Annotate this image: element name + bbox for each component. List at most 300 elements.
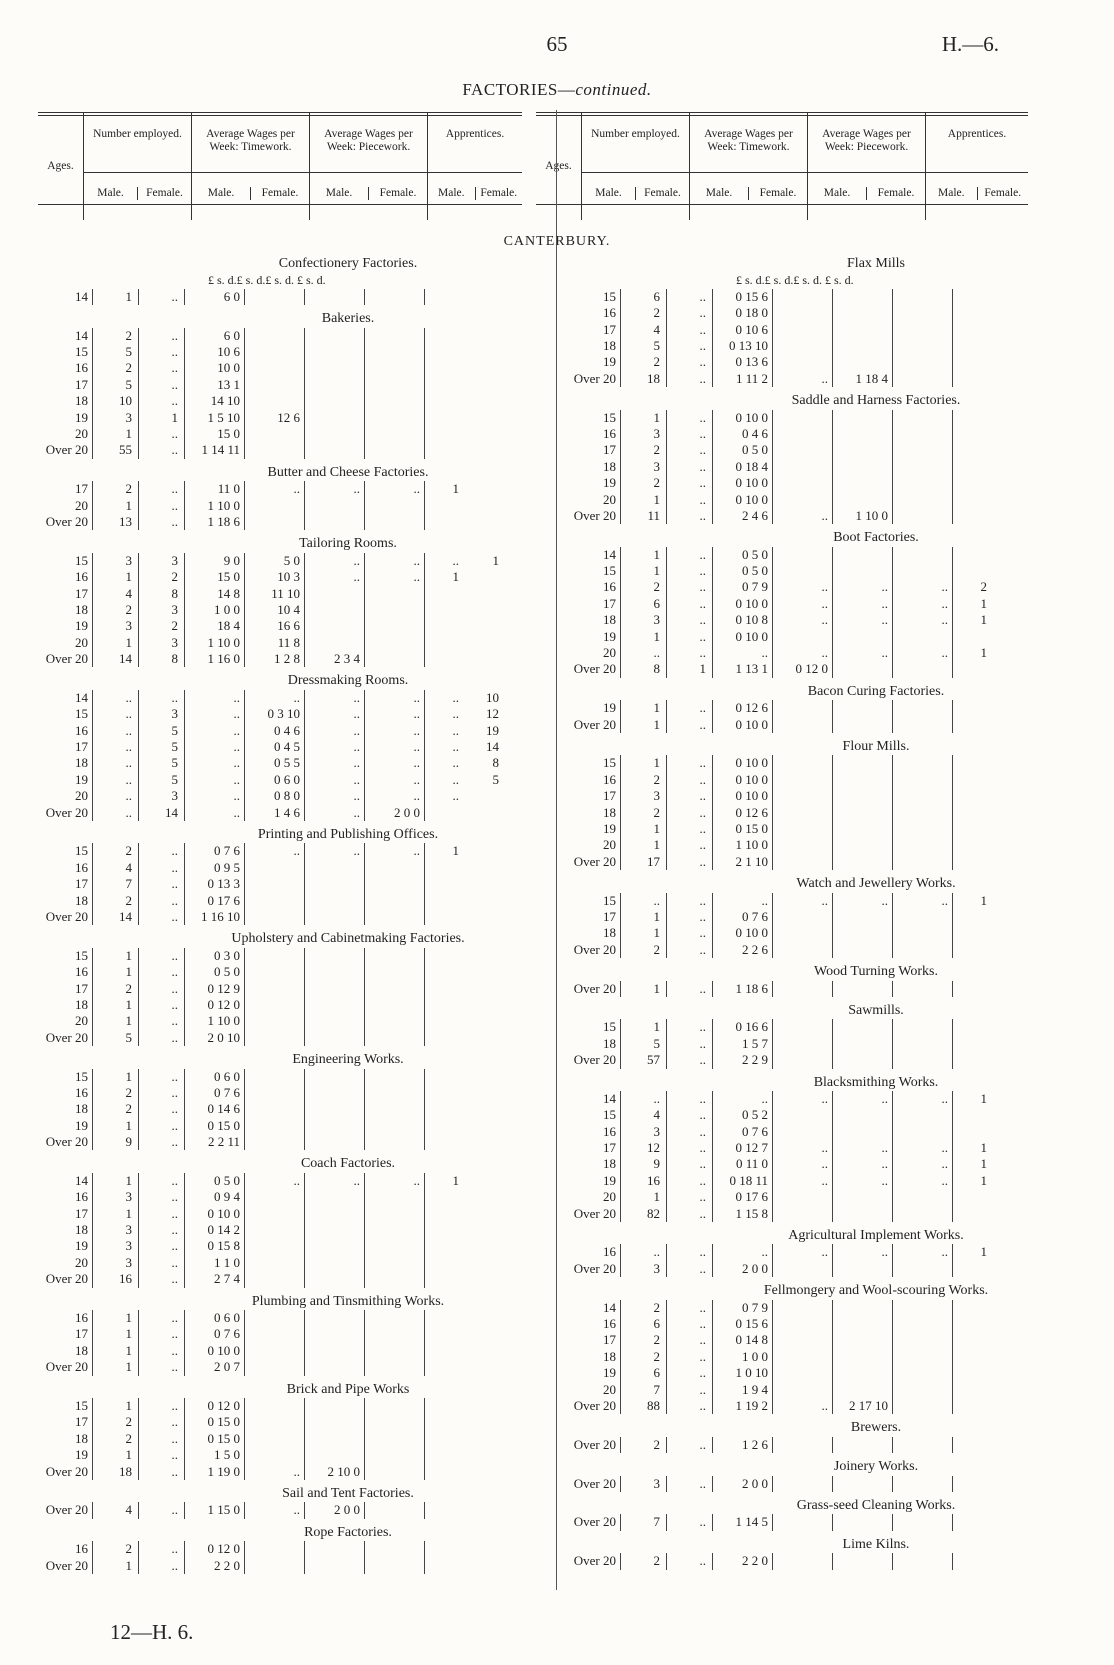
table-cell: 1 [621, 629, 667, 645]
table-cell [993, 508, 1033, 524]
table-cell: 17 [28, 1326, 93, 1342]
table-cell [993, 1244, 1033, 1260]
table-cell: 0 6 0 [185, 1310, 245, 1326]
table-cell [305, 328, 365, 344]
table-row [28, 393, 518, 409]
table-cell [245, 1326, 305, 1342]
table-cell [833, 1124, 893, 1140]
table-cell [833, 563, 893, 579]
table-cell [465, 1013, 505, 1029]
table-cell: .. [365, 1173, 425, 1189]
page-reference: H.—6. [941, 32, 999, 56]
table-cell: 16 [28, 860, 93, 876]
table-cell [245, 1310, 305, 1326]
table-cell: 18 [556, 1349, 621, 1365]
table-cell [245, 377, 305, 393]
table-cell [773, 755, 833, 771]
table-cell [465, 586, 505, 602]
table-cell: 1 18 6 [713, 981, 773, 997]
page-number: 65 [546, 32, 568, 56]
table-cell: .. [139, 1343, 185, 1359]
table-cell [245, 1558, 305, 1574]
table-cell: .. [833, 1140, 893, 1156]
table-cell: .. [667, 755, 713, 771]
table-row [28, 690, 518, 706]
table-cell [365, 1464, 425, 1480]
table-cell: 1 [621, 492, 667, 508]
table-cell: 1 [93, 964, 139, 980]
table-cell: 15 [28, 948, 93, 964]
table-cell: .. [773, 1173, 833, 1189]
industry-title: Brewers. [850, 1420, 902, 1436]
table-cell [833, 1036, 893, 1052]
table-cell [465, 876, 505, 892]
table-cell: 1 [93, 1558, 139, 1574]
table-cell [245, 1101, 305, 1117]
table-cell [993, 1382, 1033, 1398]
table-cell: 14 [486, 739, 499, 755]
table-cell [833, 1382, 893, 1398]
table-cell [465, 788, 505, 804]
table-row [556, 788, 1046, 804]
table-cell [993, 1206, 1033, 1222]
table-cell [245, 1431, 305, 1447]
table-cell: 2 0 0 [713, 1261, 773, 1277]
table-cell [365, 1238, 425, 1254]
table-cell: .. [893, 596, 953, 612]
table-cell: .. [305, 739, 365, 755]
currency-units: £ s. d.£ s. d.£ s. d. £ s. d. [736, 273, 854, 288]
table-cell [465, 1502, 505, 1518]
table-cell: 1 [93, 948, 139, 964]
table-cell: 19 [28, 410, 93, 426]
table-cell: 10 3 [245, 569, 305, 585]
table-cell [465, 514, 505, 530]
table-cell [465, 1118, 505, 1134]
table-cell: 2 2 0 [713, 1553, 773, 1569]
table-cell [245, 1447, 305, 1463]
table-cell [773, 1332, 833, 1348]
table-cell [245, 1271, 305, 1287]
table-cell [893, 788, 953, 804]
table-cell [953, 289, 993, 305]
table-cell [993, 661, 1033, 677]
table-cell: 1 [980, 1172, 987, 1188]
table-cell [365, 1310, 425, 1326]
table-cell: 0 13 10 [713, 338, 773, 354]
table-cell: .. [667, 289, 713, 305]
table-cell: 2 2 6 [713, 942, 773, 958]
table-cell: 1 11 2 [713, 371, 773, 387]
industry-title: Flour Mills. [842, 739, 910, 755]
table-cell: 0 15 0 [185, 1414, 245, 1430]
table-row [556, 1019, 1046, 1035]
table-cell: 10 4 [245, 602, 305, 618]
table-row [28, 1206, 518, 1222]
table-cell: 5 0 [245, 553, 305, 569]
table-cell [365, 360, 425, 376]
table-cell: 1 [93, 1326, 139, 1342]
table-cell: .. [667, 1107, 713, 1123]
table-cell [465, 1255, 505, 1271]
table-cell: 1 [139, 410, 185, 426]
table-cell [773, 1107, 833, 1123]
table-cell: 0 16 6 [713, 1019, 773, 1035]
table-cell: 0 7 6 [185, 1326, 245, 1342]
table-cell: 7 [621, 1382, 667, 1398]
table-cell [465, 843, 505, 859]
table-cell [993, 717, 1033, 733]
table-cell [465, 442, 505, 458]
table-cell: 18 [28, 1222, 93, 1238]
table-cell: 1 18 4 [833, 371, 893, 387]
table-cell: 17 [28, 876, 93, 892]
table-cell [245, 1222, 305, 1238]
table-cell [993, 1189, 1033, 1205]
table-cell [993, 1107, 1033, 1123]
table-cell: .. [139, 909, 185, 925]
table-cell [893, 338, 953, 354]
table-row [556, 1332, 1046, 1348]
industry-section [28, 1382, 518, 1480]
industry-section [556, 1075, 1046, 1223]
table-cell: 15 [556, 1019, 621, 1035]
table-cell [773, 1476, 833, 1492]
table-cell [893, 442, 953, 458]
industry-title: Blacksmithing Works. [813, 1074, 939, 1090]
industry-section [28, 1294, 518, 1376]
table-row [28, 442, 518, 458]
table-cell [773, 459, 833, 475]
industry-section [556, 256, 1046, 387]
table-cell [245, 1541, 305, 1557]
table-cell [365, 1118, 425, 1134]
table-cell: 14 [93, 651, 139, 667]
table-cell: 7 [93, 876, 139, 892]
table-cell: .. [139, 1238, 185, 1254]
table-row [28, 635, 518, 651]
table-cell [425, 1255, 465, 1271]
table-cell: 0 10 0 [713, 717, 773, 733]
table-cell [993, 1476, 1033, 1492]
table-row [556, 289, 1046, 305]
table-cell: Over 20 [28, 514, 93, 530]
industry-title: Grass-seed Cleaning Works. [796, 1497, 956, 1513]
table-cell: 17 [556, 1140, 621, 1156]
table-cell: 0 15 0 [185, 1118, 245, 1134]
table-cell [833, 1261, 893, 1277]
table-cell [993, 459, 1033, 475]
table-cell [365, 602, 425, 618]
table-cell [833, 492, 893, 508]
table-cell: 2 [621, 1332, 667, 1348]
table-cell: 16 [28, 723, 93, 739]
table-cell: 19 [556, 1173, 621, 1189]
table-cell: 5 [139, 755, 185, 771]
table-cell: 2 2 9 [713, 1052, 773, 1068]
table-cell [953, 475, 993, 491]
table-cell [465, 805, 505, 821]
table-cell [833, 629, 893, 645]
table-row [556, 854, 1046, 870]
table-cell [833, 442, 893, 458]
table-cell: .. [667, 1189, 713, 1205]
table-row [556, 1382, 1046, 1398]
table-cell: 2 0 7 [185, 1359, 245, 1375]
table-cell: .. [139, 360, 185, 376]
table-cell [365, 514, 425, 530]
table-cell [993, 371, 1033, 387]
table-cell: 2 [93, 602, 139, 618]
table-cell: 7 [621, 1514, 667, 1530]
table-row [28, 1222, 518, 1238]
table-row [28, 289, 518, 305]
table-cell [305, 1447, 365, 1463]
table-cell [773, 772, 833, 788]
table-row [28, 618, 518, 634]
table-cell [893, 837, 953, 853]
table-cell [245, 876, 305, 892]
table-cell: 20 [556, 645, 621, 661]
right-column [556, 256, 1046, 1576]
table-cell [953, 354, 993, 370]
table-cell: 20 [28, 788, 93, 804]
table-cell [773, 338, 833, 354]
table-cell [833, 289, 893, 305]
table-cell: 1 [93, 1447, 139, 1463]
table-cell: 20 [556, 1382, 621, 1398]
table-cell [245, 442, 305, 458]
table-cell: .. [93, 805, 139, 821]
table-cell [245, 1238, 305, 1254]
table-cell [833, 854, 893, 870]
table-cell [245, 1030, 305, 1046]
table-cell: 1 [621, 717, 667, 733]
table-cell [305, 1541, 365, 1557]
table-cell [365, 1013, 425, 1029]
table-row [556, 1316, 1046, 1332]
table-cell: 0 12 0 [185, 997, 245, 1013]
table-row [556, 1091, 1046, 1107]
table-cell: 2 [621, 1349, 667, 1365]
table-cell: .. [667, 338, 713, 354]
table-cell [773, 305, 833, 321]
table-cell [773, 442, 833, 458]
table-row [28, 586, 518, 602]
industry-section [556, 739, 1046, 870]
table-cell [465, 289, 505, 305]
table-cell: .. [667, 1332, 713, 1348]
table-cell: 19 [486, 722, 499, 738]
table-cell [305, 981, 365, 997]
table-cell: .. [365, 690, 425, 706]
header-number-employed: Number employed. Male. Female. [84, 112, 192, 220]
table-cell [425, 1101, 465, 1117]
table-cell [425, 1310, 465, 1326]
table-cell [365, 981, 425, 997]
table-cell: 10 [93, 393, 139, 409]
table-cell [953, 508, 993, 524]
table-cell: 2 [93, 1541, 139, 1557]
table-row [28, 1502, 518, 1518]
table-cell: 0 14 6 [185, 1101, 245, 1117]
header-avg-timework-right: Average Wages per Week: Timework. Male. Female. [690, 112, 808, 220]
table-cell [833, 1019, 893, 1035]
table-cell: .. [139, 1101, 185, 1117]
table-row [556, 837, 1046, 853]
table-cell [245, 981, 305, 997]
table-cell: .. [667, 305, 713, 321]
table-cell: .. [139, 1310, 185, 1326]
table-cell [305, 1030, 365, 1046]
table-cell [773, 1300, 833, 1316]
table-cell: 1 10 0 [185, 635, 245, 651]
table-cell: Over 20 [556, 1476, 621, 1492]
table-cell [773, 788, 833, 804]
table-cell [893, 289, 953, 305]
table-cell: 57 [621, 1052, 667, 1068]
table-cell: 16 [28, 1189, 93, 1205]
table-cell: 1 [93, 997, 139, 1013]
table-cell: 1 [980, 1090, 987, 1106]
table-cell [365, 909, 425, 925]
table-cell: .. [452, 689, 459, 705]
table-cell: 1 [492, 552, 499, 568]
table-cell: 2 [980, 579, 987, 595]
table-row [28, 1431, 518, 1447]
table-cell [993, 1332, 1033, 1348]
table-cell: 14 [556, 1091, 621, 1107]
industry-title: Joinery Works. [833, 1459, 919, 1475]
table-cell: .. [667, 629, 713, 645]
table-cell: 14 [556, 1300, 621, 1316]
table-cell [953, 1365, 993, 1381]
table-row [556, 772, 1046, 788]
table-cell: 17 [556, 442, 621, 458]
table-cell: .. [773, 612, 833, 628]
table-cell [893, 475, 953, 491]
table-row [28, 602, 518, 618]
table-cell: 15 [556, 893, 621, 909]
table-cell: 1 [621, 821, 667, 837]
table-cell: 1 [93, 426, 139, 442]
table-cell [365, 586, 425, 602]
table-cell [893, 1332, 953, 1348]
table-cell [245, 860, 305, 876]
table-row [28, 1030, 518, 1046]
table-cell: 18 4 [185, 618, 245, 634]
table-row [28, 553, 518, 569]
table-cell: 1 [93, 1069, 139, 1085]
table-cell: 1 [621, 1189, 667, 1205]
table-cell: Over 20 [556, 1398, 621, 1414]
table-cell: .. [667, 1316, 713, 1332]
table-cell: 88 [621, 1398, 667, 1414]
table-cell [993, 410, 1033, 426]
table-cell: 15 [556, 1107, 621, 1123]
table-cell [425, 602, 465, 618]
table-cell: .. [667, 322, 713, 338]
table-cell: 4 [93, 586, 139, 602]
table-cell: 1 5 7 [713, 1036, 773, 1052]
table-cell: 2 [621, 805, 667, 821]
table-cell: .. [139, 1447, 185, 1463]
industry-section [556, 964, 1046, 997]
title-continued: continued. [575, 80, 652, 99]
table-cell: .. [667, 459, 713, 475]
table-cell [833, 788, 893, 804]
table-cell: 18 [28, 393, 93, 409]
table-cell: .. [667, 1476, 713, 1492]
table-cell [305, 1558, 365, 1574]
header-apprentices-right: Apprentices. Male. Female. [926, 112, 1028, 220]
table-cell [305, 909, 365, 925]
industry-title: Watch and Jewellery Works. [796, 876, 956, 892]
table-cell: 0 18 4 [713, 459, 773, 475]
table-cell: 1 [93, 569, 139, 585]
table-cell: .. [139, 289, 185, 305]
table-row [556, 700, 1046, 716]
table-cell: 0 17 6 [185, 893, 245, 909]
table-cell: 0 4 6 [245, 723, 305, 739]
page-footer: 12—H. 6. [110, 1620, 194, 1644]
table-row [556, 492, 1046, 508]
table-row [556, 338, 1046, 354]
industry-section [28, 1525, 518, 1574]
table-cell [893, 1107, 953, 1123]
table-cell [465, 1310, 505, 1326]
industry-section [28, 1486, 518, 1519]
table-cell: Over 20 [556, 371, 621, 387]
table-cell [425, 426, 465, 442]
table-cell: 0 13 6 [713, 354, 773, 370]
table-cell: 0 10 0 [185, 1206, 245, 1222]
table-cell [365, 1541, 425, 1557]
table-row [28, 1326, 518, 1342]
table-cell: 0 5 2 [713, 1107, 773, 1123]
industry-title: Rope Factories. [304, 1524, 392, 1540]
table-row [556, 645, 1046, 661]
table-cell [773, 925, 833, 941]
table-cell: 19 [556, 354, 621, 370]
table-cell [465, 1134, 505, 1150]
industry-section [556, 684, 1046, 733]
table-cell [833, 1189, 893, 1205]
table-cell [245, 1189, 305, 1205]
table-cell: 0 7 6 [713, 909, 773, 925]
table-cell [993, 854, 1033, 870]
table-cell: 2 [93, 1431, 139, 1447]
table-cell: 16 [28, 964, 93, 980]
table-cell: 11 10 [245, 586, 305, 602]
table-cell: 16 [556, 1316, 621, 1332]
table-cell: 0 5 0 [185, 1173, 245, 1189]
table-cell: 16 [556, 1124, 621, 1140]
table-cell [365, 1134, 425, 1150]
table-cell: 0 5 0 [185, 964, 245, 980]
table-cell: .. [93, 788, 139, 804]
table-row [556, 426, 1046, 442]
table-cell [465, 1414, 505, 1430]
table-cell [365, 618, 425, 634]
table-cell [953, 788, 993, 804]
table-cell: Over 20 [556, 1206, 621, 1222]
table-cell: 0 8 0 [245, 788, 305, 804]
table-cell: Over 20 [28, 909, 93, 925]
table-cell [893, 1398, 953, 1414]
table-cell: .. [93, 723, 139, 739]
table-row [556, 1398, 1046, 1414]
